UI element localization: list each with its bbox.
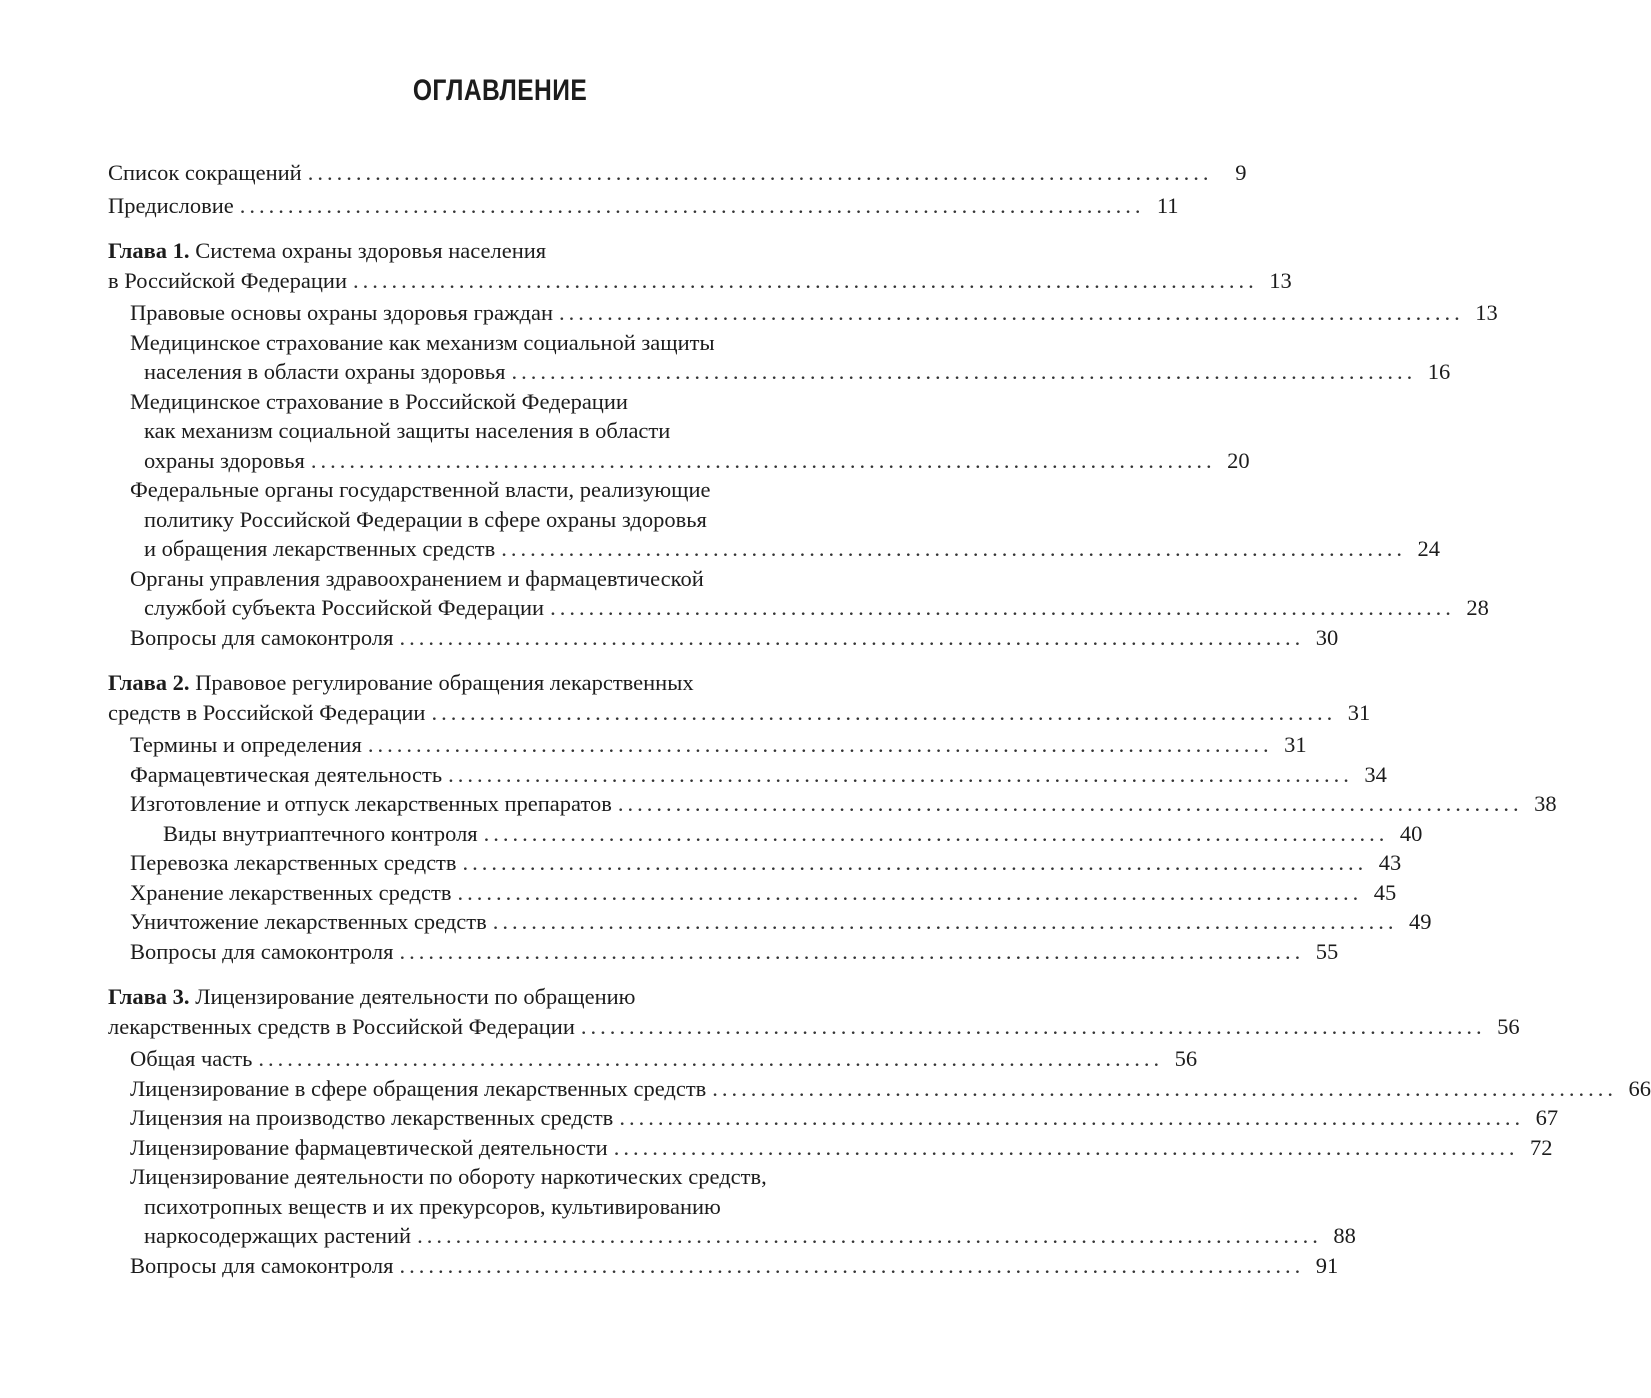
toc-entry-title: охраны здоровья: [144, 447, 305, 473]
toc-entry-title: Органы управления здравоохранением и фармацевтической: [130, 565, 704, 591]
toc-entry-title: Медицинское страхование как механизм социальной защиты: [130, 329, 715, 355]
toc-section[interactable]: [108, 623, 1339, 653]
leader-dots: ..............................................................................................: [448, 761, 1353, 787]
toc-page-number: 16: [1427, 359, 1451, 384]
leader-dots: ..............................................................................................: [462, 850, 1368, 875]
toc-section[interactable]: [108, 564, 1489, 623]
toc-page-number: 40: [1399, 820, 1423, 846]
toc-entry-title: средств в Российской Федерации: [108, 699, 426, 725]
toc-page-number: 38: [1534, 791, 1557, 816]
toc-section[interactable]: [108, 1103, 1559, 1133]
toc-section[interactable]: [108, 1044, 1198, 1074]
leader-dots: ..............................................................................................: [307, 160, 1213, 185]
toc-entry-title: Лицензирование деятельности по обороту наркотических средств,: [130, 1164, 767, 1189]
toc-entry-title: Лицензирование в сфере обращения лекарственных средств: [130, 1075, 707, 1101]
toc-entry-title: Медицинское страхование в Российской Федерации: [130, 388, 628, 414]
toc-entry-title: Уничтожение лекарственных средств: [130, 909, 487, 934]
toc-section[interactable]: [108, 1162, 1356, 1251]
toc-page-number: 56: [1174, 1046, 1198, 1071]
toc-section[interactable]: [108, 328, 1451, 387]
leader-dots: ..............................................................................................: [310, 447, 1216, 473]
toc-section[interactable]: [108, 1251, 1339, 1281]
toc-page-number: 31: [1284, 732, 1307, 757]
leader-dots: ..............................................................................................: [431, 699, 1337, 725]
toc-page-number: 67: [1535, 1105, 1559, 1130]
toc-page-number: 11: [1156, 192, 1179, 218]
table-of-contents: [108, 158, 1651, 1280]
toc-entry-preface[interactable]: [108, 191, 1179, 221]
toc-page-number: 30: [1315, 624, 1339, 650]
toc-page-number: 31: [1347, 699, 1371, 725]
leader-dots: ..............................................................................................: [399, 1252, 1305, 1278]
toc-entry-title: лекарственных средств в Российской Федерации: [108, 1013, 575, 1039]
toc-page-number: 56: [1497, 1013, 1520, 1039]
chapter-number: Глава 1.: [108, 238, 190, 263]
leader-dots: ..............................................................................................: [501, 536, 1406, 561]
toc-page-number: 28: [1466, 595, 1489, 620]
toc-chapter-1[interactable]: [108, 236, 1292, 295]
chapter-number: Глава 2.: [108, 670, 190, 695]
toc-entry-title: Вопросы для самоконтроля: [130, 624, 394, 650]
toc-page-number: 13: [1475, 300, 1498, 325]
toc-entry-title: Хранение лекарственных средств: [130, 879, 452, 905]
leader-dots: ..............................................................................................: [712, 1075, 1618, 1101]
chapter-number: Глава 3.: [108, 984, 190, 1009]
leader-dots: ..............................................................................................: [580, 1013, 1486, 1039]
toc-subsection[interactable]: [108, 819, 1423, 849]
toc-entry-title: Вопросы для самоконтроля: [130, 1252, 394, 1278]
toc-entry-title: Общая часть: [130, 1046, 253, 1071]
toc-section[interactable]: [108, 1133, 1553, 1163]
toc-page-number: 20: [1227, 447, 1250, 473]
leader-dots: ..............................................................................................: [617, 791, 1523, 816]
toc-entry-title: Лицензирование деятельности по обращению: [195, 984, 636, 1009]
toc-entry-title: Лицензирование фармацевтической деятельности: [130, 1134, 608, 1160]
leader-dots: ..............................................................................................: [367, 732, 1273, 757]
leader-dots: ..............................................................................................: [511, 359, 1417, 384]
toc-entry-title: Перевозка лекарственных средств: [130, 850, 457, 875]
toc-page-number: 55: [1315, 938, 1339, 964]
toc-entry-title: службой субъекта Российской Федерации: [144, 595, 545, 620]
toc-section[interactable]: [108, 907, 1432, 937]
toc-entry-title: Система охраны здоровья населения: [195, 238, 547, 263]
toc-section[interactable]: [108, 789, 1557, 819]
toc-entry-title: психотропных веществ и их прекурсоров, культивированию: [144, 1193, 721, 1219]
leader-dots: ..............................................................................................: [399, 938, 1305, 964]
toc-entry-title: Виды внутриаптечного контроля: [163, 820, 478, 846]
leader-dots: ..............................................................................................: [619, 1105, 1525, 1130]
toc-entry-title: Термины и определения: [130, 732, 362, 757]
toc-entry-title: Список сокращений: [108, 160, 302, 185]
toc-page-number: 45: [1373, 879, 1397, 905]
toc-entry-title: в Российской Федерации: [108, 267, 348, 293]
toc-entry-title: Федеральные органы государственной власти, реализующие: [130, 477, 711, 502]
toc-entry-title: политику Российской Федерации в сфере охраны здоровья: [144, 506, 707, 532]
toc-section[interactable]: [108, 475, 1440, 564]
leader-dots: ..............................................................................................: [483, 820, 1389, 846]
toc-page-number: 49: [1409, 909, 1432, 934]
toc-entry-title: Вопросы для самоконтроля: [130, 938, 394, 964]
toc-section[interactable]: [108, 730, 1307, 760]
toc-entry-title: наркосодержащих растений: [144, 1223, 412, 1248]
leader-dots: ..............................................................................................: [457, 879, 1363, 905]
toc-section[interactable]: [108, 760, 1387, 790]
toc-entry-title: как механизм социальной защиты населения в области: [144, 418, 671, 443]
toc-section[interactable]: [108, 848, 1402, 878]
toc-entry-title: Правовые основы охраны здоровья граждан: [130, 300, 553, 325]
toc-page-number: 9: [1235, 160, 1247, 185]
toc-page-number: 43: [1378, 850, 1402, 875]
leader-dots: ..............................................................................................: [559, 300, 1464, 325]
leader-dots: ..............................................................................................: [353, 267, 1258, 293]
leader-dots: ..............................................................................................: [613, 1134, 1519, 1160]
toc-page-number: 13: [1269, 267, 1292, 293]
toc-section[interactable]: [108, 878, 1397, 908]
toc-section[interactable]: [108, 937, 1339, 967]
toc-page-number: 88: [1333, 1223, 1356, 1248]
leader-dots: ..............................................................................................: [258, 1046, 1164, 1071]
leader-dots: ..............................................................................................: [399, 624, 1305, 650]
toc-section[interactable]: [108, 387, 1250, 476]
toc-page-number: 34: [1364, 761, 1387, 787]
toc-entry-title: Правовое регулирование обращения лекарственных: [195, 670, 694, 695]
toc-entry-title: Фармацевтическая деятельность: [130, 761, 443, 787]
toc-entry-title: Предисловие: [108, 192, 234, 218]
page-title: ОГЛАВЛЕНИЕ: [412, 74, 588, 107]
toc-entry-title: населения в области охраны здоровья: [144, 359, 506, 384]
toc-page-number: 91: [1315, 1252, 1339, 1278]
toc-entry-title: Лицензия на производство лекарственных средств: [130, 1105, 614, 1130]
toc-section[interactable]: [108, 298, 1498, 328]
toc-page-number: 66: [1628, 1075, 1651, 1101]
toc-entry-title: и обращения лекарственных средств: [144, 536, 496, 561]
leader-dots: ..............................................................................................: [239, 192, 1145, 218]
toc-page-number: 24: [1417, 536, 1440, 561]
toc-chapter-2[interactable]: [108, 668, 1371, 727]
toc-chapter-3[interactable]: [108, 982, 1520, 1041]
toc-entry-abbreviations[interactable]: [108, 158, 1247, 188]
toc-section[interactable]: [108, 1074, 1651, 1104]
leader-dots: ..............................................................................................: [550, 595, 1455, 620]
leader-dots: ..............................................................................................: [417, 1223, 1322, 1248]
toc-page-number: 72: [1529, 1134, 1553, 1160]
toc-entry-title: Изготовление и отпуск лекарственных препаратов: [130, 791, 612, 816]
leader-dots: ..............................................................................................: [492, 909, 1398, 934]
